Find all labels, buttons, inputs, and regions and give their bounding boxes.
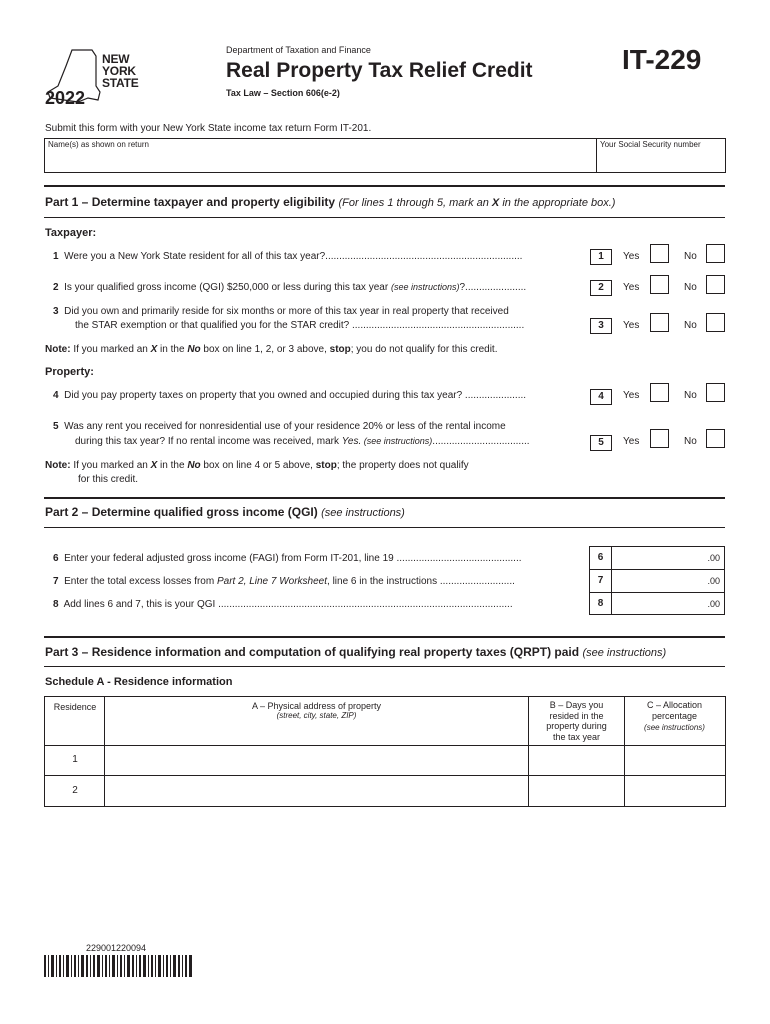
line8-amount-input[interactable]: .00 [707,599,720,609]
line1-no-checkbox[interactable] [706,244,725,263]
line7-text: 7 Enter the total excess losses from Part 2, Line 7 Worksheet, line 6 in the instructions ........................... [53,576,515,587]
row2-days-input[interactable] [530,777,622,804]
line3-no-checkbox[interactable] [706,313,725,332]
line3-number: 3 [590,318,612,334]
row1-days-input[interactable] [530,747,622,774]
line5-number: 5 [590,435,612,451]
line1-yes-label: Yes [623,251,640,262]
line2-number: 2 [590,280,612,296]
col-c-header: C – Allocation percentage (see instructions) [644,700,705,732]
line5-text-b: during this tax year? If no rental income was received, mark Yes. (see instructions)................................... [75,436,530,447]
residence-row-1-label: 1 [72,754,78,765]
line5-no-label: No [684,436,697,447]
line2-text: 2 Is your qualified gross income (QGI) $250,000 or less during this tax year (see instructions)?...................... [53,282,527,293]
line6-number: 6 [597,552,604,563]
barcode-image [44,955,194,977]
line5-yes-checkbox[interactable] [650,429,669,448]
line1-number: 1 [590,249,612,265]
line1-no-label: No [684,251,697,262]
part2-heading: Part 2 – Determine qualified gross income (QGI) (see instructions) [45,505,405,519]
line3-text-a: 3 Did you own and primarily reside for six months or more of this tax year in real property that received [53,306,509,317]
line4-no-label: No [684,390,697,401]
line5-no-checkbox[interactable] [706,429,725,448]
line5-text-a: 5 Was any rent you received for nonresidential use of your residence 20% or less of the rental income [53,421,506,432]
line4-no-checkbox[interactable] [706,383,725,402]
form-number: IT-229 [622,44,702,75]
line4-text: 4 Did you pay property taxes on property that you owned and occupied during this tax year? ...................... [53,390,527,401]
line5-yes-label: Yes [623,436,640,447]
submit-note: Submit this form with your New York State income tax return Form IT-201. [45,123,372,134]
taxpayer-heading: Taxpayer: [45,227,97,239]
row2-allocation-input[interactable] [626,777,722,804]
schedule-a-title: Schedule A - Residence information [45,676,233,688]
col-residence-header: Residence [53,702,97,712]
ssn-field-label: Your Social Security number [600,140,701,149]
line6-amount-input[interactable]: .00 [707,553,720,563]
note-1: Note: If you marked an X in the No box on line 1, 2, or 3 above, stop; you do not qualify for this credit. [45,344,498,355]
name-field-label: Name(s) as shown on return [48,140,149,149]
line2-yes-label: Yes [623,282,640,293]
line8-number: 8 [597,598,604,609]
line2-no-checkbox[interactable] [706,275,725,294]
line1-yes-checkbox[interactable] [650,244,669,263]
line7-number: 7 [597,575,604,586]
name-input[interactable] [46,150,594,170]
line2-no-label: No [684,282,697,293]
line3-yes-checkbox[interactable] [650,313,669,332]
note-2-cont: for this credit. [78,474,139,485]
line6-text: 6 Enter your federal adjusted gross income (FAGI) from Form IT-201, line 19 ............................................. [53,553,522,564]
line1-text: 1 Were you a New York State resident for all of this tax year?....................................................................... [53,251,523,262]
line4-yes-checkbox[interactable] [650,383,669,402]
note-2: Note: If you marked an X in the No box on line 4 or 5 above, stop; the property does not qualify [45,460,469,471]
form-title: Real Property Tax Relief Credit [226,59,533,82]
line4-yes-label: Yes [623,390,640,401]
ssn-input[interactable] [598,150,722,170]
department-name: Department of Taxation and Finance [226,45,371,55]
col-b-header: B – Days you resided in the property during the tax year [546,700,607,742]
residence-row-2-label: 2 [72,785,78,796]
row2-address-input[interactable] [106,777,526,804]
nys-logo-text: NEW YORK STATE [102,52,139,90]
tax-year: 2022 [45,88,86,108]
part1-heading: Part 1 – Determine taxpayer and property eligibility (For lines 1 through 5, mark an X in the appropriate box.) [45,195,616,209]
barcode-number: 229001220094 [86,943,147,953]
row1-address-input[interactable] [106,747,526,774]
line4-number: 4 [590,389,612,405]
line3-yes-label: Yes [623,320,640,331]
col-a-header: A – Physical address of property (street, city, state, ZIP) [251,701,382,720]
line2-yes-checkbox[interactable] [650,275,669,294]
part3-heading: Part 3 – Residence information and computation of qualifying real property taxes (QRPT) paid (see instructions) [45,645,667,659]
tax-law-reference: Tax Law – Section 606(e-2) [226,88,340,98]
line7-amount-input[interactable]: .00 [707,576,720,586]
row1-allocation-input[interactable] [626,747,722,774]
line8-text: 8 Add lines 6 and 7, this is your QGI .......................................................................................................... [53,599,513,610]
property-heading: Property: [45,366,94,378]
line3-no-label: No [684,320,697,331]
line3-text-b: the STAR exemption or that qualified you for the STAR credit? .............................................................. [75,320,525,331]
